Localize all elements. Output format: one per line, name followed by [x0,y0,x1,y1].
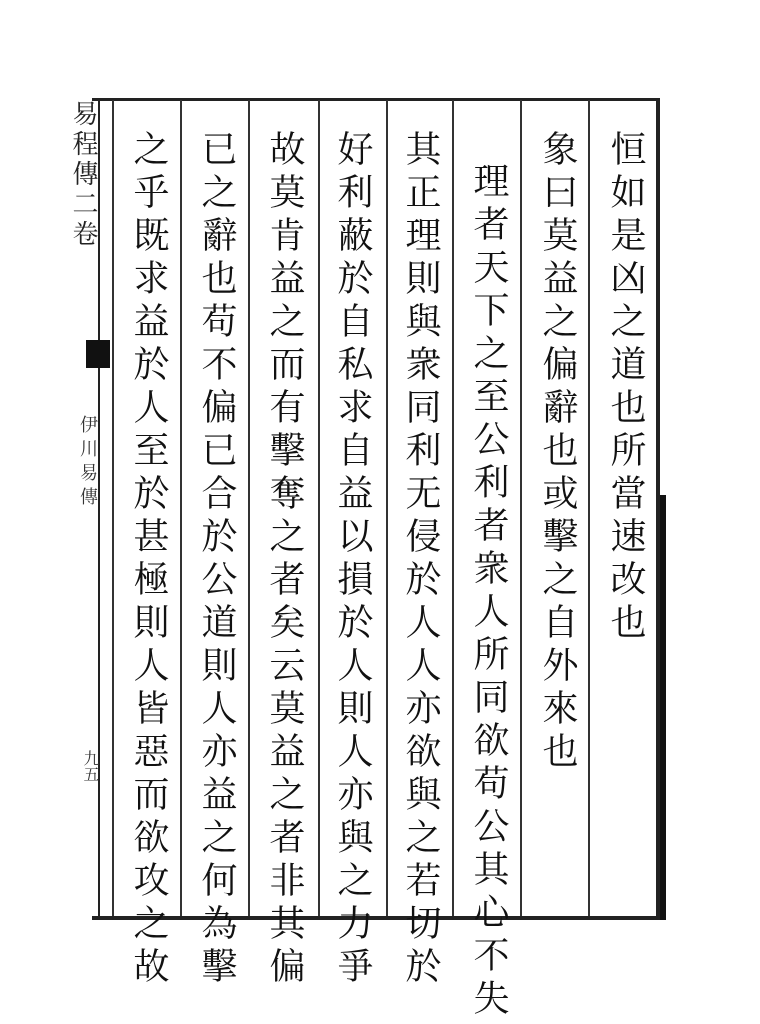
text-column-2: 象曰莫益之偏辭也或擊之自外來也 [537,130,578,775]
text-column-3: 理者天下之至公利者衆人所同欲苟公其心不失 [468,162,509,1022]
column-rule [520,100,522,916]
text-column-8: 之乎既求益於人至於甚極則人皆惡而欲攻之故 [128,130,169,990]
column-rule [318,100,320,916]
text-column-4: 其正理則與衆同利无侵於人人亦欲與之若切於 [400,130,441,990]
frame-top-line [92,98,660,101]
fore-edge-title: 伊川易傳 [77,415,98,511]
text-column-7: 已之辭也苟不偏已合於公道則人亦益之何為擊 [196,130,237,990]
frame-bottom-line [92,916,660,920]
text-column-1: 恒如是凶之道也所當速改也 [605,130,646,646]
column-rule [112,100,114,916]
fore-edge-text: 易程傳二卷 [68,100,98,250]
column-rule [386,100,388,916]
fish-tail-mark [86,340,110,368]
column-rule [452,100,454,916]
column-rule [180,100,182,916]
frame-right-edge-mark [660,495,666,920]
text-column-5: 好利蔽於自私求自益以損於人則人亦與之力爭 [332,130,373,990]
column-rule [248,100,250,916]
column-rule [588,100,590,916]
page-number: 九五 [81,750,100,782]
text-column-6: 故莫肯益之而有擊奪之者矣云莫益之者非其偏 [264,130,305,990]
